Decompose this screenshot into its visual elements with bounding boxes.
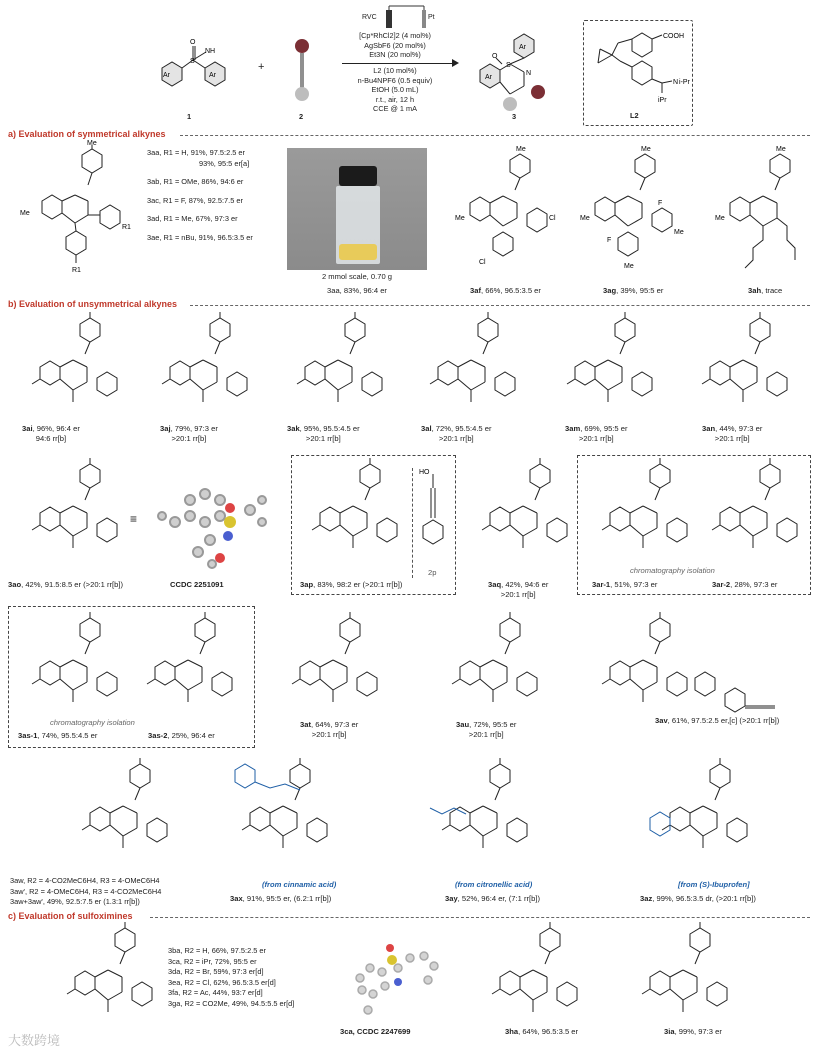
product-structure bbox=[472, 18, 562, 113]
photo-caption: 2 mmol scale, 0.70 g bbox=[321, 272, 393, 281]
svg-text:Ar: Ar bbox=[209, 72, 216, 79]
list-item: 3ca, R2 = iPr, 72%, 95:5 er bbox=[168, 956, 257, 966]
svg-text:Me: Me bbox=[641, 146, 651, 153]
structure-3as-2 bbox=[135, 612, 245, 722]
source-3az: [from (S)-Ibuprofen] bbox=[678, 880, 750, 889]
caption-3at: 3at, 64%, 97:3 er >20:1 rr[b] bbox=[300, 720, 359, 739]
conditions-block bbox=[335, 31, 455, 60]
condition-line: Et3N (20 mol%) bbox=[369, 50, 421, 59]
structure-3aa-series bbox=[20, 140, 140, 295]
condition-line: r.t., air, 12 h bbox=[375, 94, 415, 104]
xray-structure-3ca bbox=[340, 928, 450, 1023]
svg-text:Me: Me bbox=[87, 140, 97, 147]
caption-3ar-1: 3ar-1, 51%, 97:3 er bbox=[592, 580, 658, 589]
list-item: 3ab, R1 = OMe, 86%, 94:6 er bbox=[147, 177, 244, 186]
section-a-rule bbox=[180, 135, 810, 136]
ligand-structure bbox=[590, 25, 690, 107]
section-a-title: a) Evaluation of symmetrical alkynes bbox=[8, 129, 166, 139]
svg-text:Ar: Ar bbox=[485, 74, 492, 81]
structure-3az bbox=[650, 758, 810, 868]
caption-3au: 3au, 72%, 95:5 er >20:1 rr[b] bbox=[456, 720, 517, 739]
structure-3aj bbox=[150, 312, 260, 422]
section-c-rule bbox=[150, 917, 810, 918]
caption-3am: 3am, 69%, 95:5 er >20:1 rr[b] bbox=[565, 424, 628, 443]
svg-text:Ar: Ar bbox=[519, 44, 526, 51]
structure-3au bbox=[440, 612, 560, 722]
svg-text:Me: Me bbox=[455, 215, 465, 222]
svg-text:F: F bbox=[607, 237, 612, 244]
vial-solid bbox=[339, 244, 377, 260]
list-item: 3ac, R1 = F, 87%, 92.5:7.5 er bbox=[147, 195, 243, 205]
vial-cap bbox=[339, 166, 377, 186]
svg-text:S: S bbox=[506, 62, 511, 69]
ligand-box bbox=[583, 20, 693, 126]
equivalence-symbol: ≡ bbox=[130, 512, 138, 526]
caption-3as-2: 3as-2, 25%, 96:4 er bbox=[148, 731, 215, 740]
reaction-scheme bbox=[0, 0, 820, 125]
ligand-label: L2 bbox=[630, 111, 639, 120]
svg-text:O: O bbox=[492, 53, 498, 60]
condition-line: CCE @ 1 mA bbox=[373, 104, 417, 113]
caption-3ah: 3ah, trace bbox=[748, 286, 783, 295]
caption-3af: 3af, 66%, 96.5:3.5 er bbox=[470, 286, 541, 295]
list-item: 3aw, R2 = 4-CO2MeC6H4, R3 = 4-OMeC6H4 bbox=[10, 876, 160, 885]
svg-text:iPr: iPr bbox=[658, 97, 667, 104]
condition-line: [Cp*RhCl2]2 (4 mol%) bbox=[359, 31, 431, 40]
structure-3at bbox=[280, 612, 420, 722]
caption-3as-1: 3as-1, 74%, 95.5:4.5 er bbox=[18, 731, 98, 740]
caption-3an: 3an, 44%, 97:3 er >20:1 rr[b] bbox=[702, 424, 763, 443]
caption-2p: 2p bbox=[428, 568, 437, 577]
list-item: 3ae, R1 = nBu, 91%, 96.5:3.5 er bbox=[147, 232, 253, 242]
structure-2p bbox=[415, 464, 455, 574]
caption-3ap: 3ap, 83%, 98:2 er (>20:1 rr[b]) bbox=[300, 580, 403, 589]
sulfoximine-reagent bbox=[150, 30, 240, 100]
photo-subcaption: 3aa, 83%, 96:4 er bbox=[327, 286, 387, 295]
svg-text:NH: NH bbox=[205, 48, 216, 55]
structure-3ay bbox=[430, 758, 560, 868]
list-item: 3aw', R2 = 4-OMeC6H4, R3 = 4-CO2MeC6H4 bbox=[10, 886, 162, 896]
svg-text:Me: Me bbox=[516, 146, 526, 153]
product-label: 3 bbox=[512, 112, 517, 121]
caption-3az: 3az, 99%, 96.5:3.5 dr, (>20:1 rr[b]) bbox=[640, 894, 756, 903]
source-3ax: (from cinnamic acid) bbox=[262, 880, 337, 889]
svg-text:R1: R1 bbox=[122, 224, 131, 231]
structure-3ar-1 bbox=[590, 458, 700, 568]
structure-3ar-2 bbox=[700, 458, 810, 568]
caption-3ia: 3ia, 99%, 97:3 er bbox=[664, 1027, 722, 1036]
svg-text:Me: Me bbox=[674, 229, 684, 236]
caption-3ha: 3ha, 64%, 96.5:3.5 er bbox=[505, 1027, 579, 1036]
section-b-rule bbox=[190, 305, 810, 306]
list-item: 3ea, R2 = Cl, 62%, 96.5:3.5 er[d] bbox=[168, 977, 276, 987]
svg-text:Ar: Ar bbox=[163, 72, 170, 79]
conditions-block-2 bbox=[335, 66, 455, 114]
list-item: 3ba, R2 = H, 66%, 97.5:2.5 er bbox=[168, 946, 266, 955]
plus-sign: + bbox=[258, 61, 265, 73]
section-c-list bbox=[168, 946, 294, 1009]
svg-text:Me: Me bbox=[580, 215, 590, 222]
anode-label: RVC bbox=[362, 14, 377, 21]
structure-3ag bbox=[580, 148, 690, 278]
section-b-title: b) Evaluation of unsymmetrical alkynes bbox=[8, 299, 178, 309]
structure-3ba-series bbox=[55, 922, 165, 1042]
alkyne-reagent bbox=[292, 38, 312, 108]
svg-text:S: S bbox=[190, 58, 195, 65]
svg-text:Me: Me bbox=[715, 215, 725, 222]
section-c-title: c) Evaluation of sulfoximines bbox=[8, 911, 133, 921]
caption-3ag: 3ag, 39%, 95:5 er bbox=[603, 286, 664, 295]
caption-3aq: 3aq, 42%, 94:6 er >20:1 rr[b] bbox=[488, 580, 549, 599]
svg-text:HO: HO bbox=[419, 469, 430, 476]
condition-line: L2 (10 mol%) bbox=[373, 66, 417, 75]
condition-line: AgSbF6 (20 mol%) bbox=[364, 40, 426, 50]
watermark: 大数跨境 bbox=[8, 1033, 61, 1048]
caption-ccdc-2251091: CCDC 2251091 bbox=[170, 580, 224, 589]
divider-2p bbox=[412, 468, 413, 578]
svg-text:R1: R1 bbox=[72, 267, 81, 274]
list-item: 3ga, R2 = CO2Me, 49%, 94.5:5.5 er[d] bbox=[168, 998, 295, 1008]
reaction-arrow bbox=[342, 63, 454, 64]
reagent-2-label: 2 bbox=[299, 112, 304, 121]
svg-text:O: O bbox=[190, 39, 196, 46]
section-a-list bbox=[147, 148, 253, 243]
caption-3ar-2: 3ar-2, 28%, 97:3 er bbox=[712, 580, 778, 589]
condition-line: EtOH (5.0 mL) bbox=[371, 85, 419, 94]
structure-3aw bbox=[70, 758, 180, 878]
caption-3aj: 3aj, 79%, 97:3 er >20:1 rr[b] bbox=[160, 424, 218, 443]
structure-3ao bbox=[20, 458, 140, 578]
svg-text:F: F bbox=[658, 200, 663, 207]
svg-text:Me: Me bbox=[20, 210, 30, 217]
product-photo bbox=[287, 148, 427, 270]
svg-text:Me: Me bbox=[624, 263, 634, 270]
chromatography-note-3as: chromatography isolation bbox=[50, 718, 135, 727]
structure-3an bbox=[690, 312, 800, 422]
list-item: 3ad, R1 = Me, 67%, 97:3 er bbox=[147, 214, 238, 223]
list-item: 3aw+3aw', 49%, 92.5:7.5 er (1.3:1 rr[b]) bbox=[10, 897, 140, 906]
caption-3ak: 3ak, 95%, 95.5:4.5 er >20:1 rr[b] bbox=[287, 424, 360, 443]
caption-3ai: 3ai, 96%, 96:4 er 94:6 rr[b] bbox=[22, 424, 80, 443]
structure-3ak bbox=[285, 312, 395, 422]
structure-3ai bbox=[20, 312, 130, 422]
list-item: 3fa, R2 = Ac, 44%, 93:7 er[d] bbox=[168, 988, 263, 997]
structure-3af bbox=[455, 148, 565, 278]
caption-3ay: 3ay, 52%, 96:4 er, (7:1 rr[b]) bbox=[445, 894, 540, 903]
structure-3ah bbox=[715, 148, 815, 278]
svg-text:N: N bbox=[526, 70, 532, 77]
structure-3am bbox=[555, 312, 665, 422]
structure-3ap bbox=[300, 458, 410, 578]
list-item: 3aa, R1 = H, 91%, 97.5:2.5 er bbox=[147, 148, 245, 157]
reagent-1-label: 1 bbox=[187, 112, 192, 121]
caption-3av: 3av, 61%, 97.5:2.5 er,[c] (>20:1 rr[b]) bbox=[655, 716, 780, 725]
structure-3av bbox=[590, 612, 810, 722]
svg-text:COOH: COOH bbox=[663, 33, 684, 40]
caption-3ax: 3ax, 91%, 95:5 er, (6.2:1 rr[b]) bbox=[230, 894, 332, 903]
caption-3ao: 3ao, 42%, 91.5:8.5 er (>20:1 rr[b]) bbox=[8, 580, 124, 589]
structure-3al bbox=[418, 312, 528, 422]
svg-text:Cl: Cl bbox=[479, 259, 486, 266]
caption-3ca-xray: 3ca, CCDC 2247699 bbox=[340, 1027, 411, 1036]
structure-3ax bbox=[230, 758, 360, 868]
structure-3ia bbox=[630, 922, 740, 1032]
condition-line: n-Bu4NPF6 (0.5 equiv) bbox=[357, 75, 433, 85]
structure-3ha bbox=[480, 922, 590, 1032]
cathode-label: Pt bbox=[428, 14, 435, 21]
caption-3al: 3al, 72%, 95.5:4.5 er >20:1 rr[b] bbox=[421, 424, 492, 443]
list-item: 93%, 95:5 er[a] bbox=[199, 158, 250, 168]
source-3ay: (from citronellic acid) bbox=[455, 880, 533, 889]
xray-structure-3ao bbox=[150, 470, 280, 575]
list-3aw bbox=[10, 876, 161, 908]
svg-text:i-Pr: i-Pr bbox=[679, 79, 690, 86]
list-item: 3da, R2 = Br, 59%, 97:3 er[d] bbox=[168, 967, 264, 976]
svg-text:Cl: Cl bbox=[549, 215, 556, 222]
structure-3as-1 bbox=[20, 612, 130, 722]
structure-3aq bbox=[470, 458, 580, 578]
chromatography-note-3ar: chromatography isolation bbox=[630, 566, 715, 575]
svg-text:N: N bbox=[673, 79, 679, 86]
svg-text:Me: Me bbox=[776, 146, 786, 153]
